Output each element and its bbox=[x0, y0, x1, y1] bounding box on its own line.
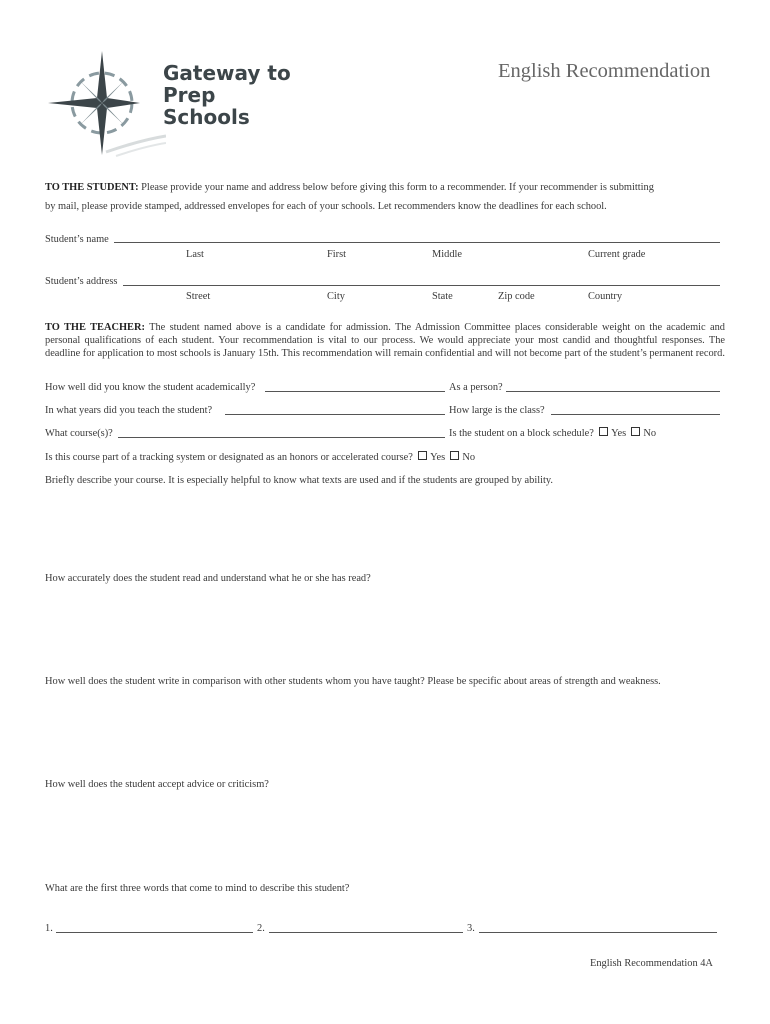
block-yes-label: Yes bbox=[611, 428, 627, 439]
student-instructions-text: Please provide your name and address below before giving this form to a recommender. If your recommender is submitting bbox=[141, 182, 654, 193]
student-name-label: Student’s name bbox=[45, 234, 109, 245]
tracking-question bbox=[45, 451, 475, 464]
reading-answer-area[interactable] bbox=[45, 588, 720, 673]
know-academically-field[interactable] bbox=[265, 391, 445, 392]
word-label: 3. bbox=[467, 923, 475, 934]
address-field-caption: Street bbox=[186, 291, 211, 302]
block-schedule-label: Is the student on a block schedule? bbox=[449, 428, 594, 439]
describe-course-question: Briefly describe your course. It is especially helpful to know what texts are used and if the students are grouped by ability. bbox=[45, 475, 554, 486]
writing-answer-area[interactable] bbox=[45, 691, 720, 776]
as-person-label: As a person? bbox=[449, 382, 503, 393]
brand-line: Schools bbox=[163, 105, 250, 129]
name-field-caption: First bbox=[327, 249, 347, 260]
word-3-field[interactable] bbox=[479, 932, 717, 933]
tracking-label: Is this course part of a tracking system or designated as an honors or accelerated course? bbox=[45, 452, 413, 463]
tracking-no-label: No bbox=[462, 452, 476, 463]
describe-course-answer-area[interactable] bbox=[45, 490, 720, 570]
name-field-caption: Last bbox=[186, 249, 204, 260]
word-2-field[interactable] bbox=[269, 932, 463, 933]
student-address-label: Student’s address bbox=[45, 276, 118, 287]
student-instructions-line1 bbox=[45, 181, 654, 194]
know-academically-label: How well did you know the student academically? bbox=[45, 382, 256, 393]
brand-line: Gateway to bbox=[163, 61, 291, 85]
block-no-label: No bbox=[643, 428, 657, 439]
compass-logo-icon bbox=[46, 48, 166, 160]
student-name-field[interactable] bbox=[114, 242, 720, 243]
word-1-field[interactable] bbox=[56, 932, 253, 933]
block-schedule-question bbox=[449, 427, 656, 440]
three-words-question: What are the first three words that come to mind to describe this student? bbox=[45, 883, 350, 894]
form-title: English Recommendation bbox=[498, 60, 711, 82]
years-taught-field[interactable] bbox=[225, 414, 445, 415]
address-field-caption: Zip code bbox=[498, 291, 535, 302]
courses-label: What course(s)? bbox=[45, 428, 113, 439]
brand-line: Prep bbox=[163, 83, 216, 107]
teacher-heading: TO THE TEACHER: bbox=[45, 322, 145, 333]
tracking-yes-label: Yes bbox=[430, 452, 446, 463]
block-yes-checkbox[interactable] bbox=[599, 427, 608, 436]
advice-answer-area[interactable] bbox=[45, 794, 720, 879]
word-label: 1. bbox=[45, 923, 53, 934]
student-address-field[interactable] bbox=[123, 285, 720, 286]
class-size-field[interactable] bbox=[551, 414, 720, 415]
teacher-intro: The student named above is a candidate for admission. The Admission Committee places considerable weight on the academic and personal qualifications of each student. Your recommendation is vital to our process. We would appreciate your most candid and thoughtful responses. The deadline for application to most schools is January 15th. This recommendation will remain confidential and will not become part of the student’s permanent record. bbox=[45, 322, 726, 359]
brand-name bbox=[163, 62, 291, 128]
address-field-caption: City bbox=[327, 291, 345, 302]
writing-question: How well does the student write in comparison with other students whom you have taught? Please be specific about areas of strength and weakness. bbox=[45, 676, 661, 687]
student-instructions-line2: by mail, please provide stamped, addressed envelopes for each of your schools. Let recommenders know the deadlines for each school. bbox=[45, 201, 607, 212]
reading-question: How accurately does the student read and understand what he or she has read? bbox=[45, 573, 371, 584]
advice-question: How well does the student accept advice or criticism? bbox=[45, 779, 269, 790]
name-field-caption: Middle bbox=[432, 249, 463, 260]
name-field-caption: Current grade bbox=[588, 249, 646, 260]
address-field-caption: State bbox=[432, 291, 453, 302]
page-footer-label: English Recommendation 4A bbox=[590, 958, 713, 969]
student-heading: TO THE STUDENT: bbox=[45, 182, 139, 193]
class-size-label: How large is the class? bbox=[449, 405, 545, 416]
word-label: 2. bbox=[257, 923, 265, 934]
block-no-checkbox[interactable] bbox=[631, 427, 640, 436]
tracking-no-checkbox[interactable] bbox=[450, 451, 459, 460]
teacher-instructions bbox=[45, 321, 725, 360]
as-person-field[interactable] bbox=[506, 391, 720, 392]
tracking-yes-checkbox[interactable] bbox=[418, 451, 427, 460]
courses-field[interactable] bbox=[118, 437, 445, 438]
address-field-caption: Country bbox=[588, 291, 623, 302]
years-taught-label: In what years did you teach the student? bbox=[45, 405, 213, 416]
